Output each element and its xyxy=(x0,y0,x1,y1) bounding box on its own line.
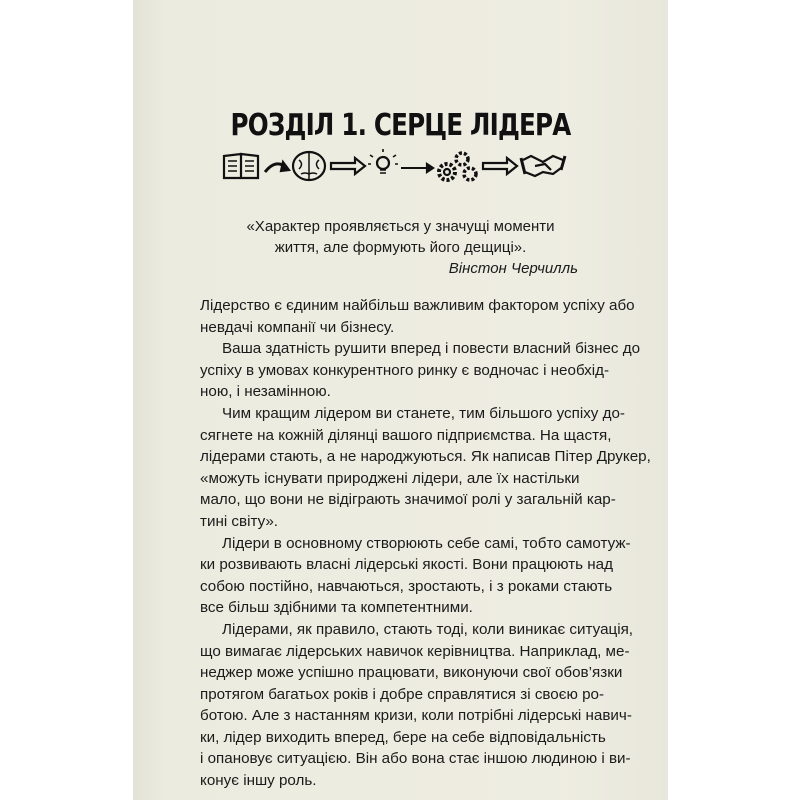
book-icon xyxy=(224,154,258,178)
brain-icon xyxy=(293,152,325,180)
paragraph-line: протягом багатьох років і добре справлятися зі своєю ро- xyxy=(200,685,605,703)
paragraph-line: ботою. Але з настанням кризи, коли потрібні лідерські навич- xyxy=(200,707,632,725)
chapter-title: РОЗДІЛ 1. СЕРЦЕ ЛІДЕРА xyxy=(230,108,571,143)
paragraph-line: лідерами стають, а не народжуються. Як написав Пітер Друкер, xyxy=(200,448,651,466)
paragraph-line: все більш здібними та компетентними. xyxy=(200,599,473,617)
paragraph-line: конує іншу роль. xyxy=(200,772,317,790)
paragraph-line: невдачі компанії чи бізнесу. xyxy=(200,318,395,336)
paragraph-line: ки розвивають власні лідерські якості. Вони працюють над xyxy=(200,556,613,574)
epigraph-quote xyxy=(223,216,578,279)
paragraph-line: Ваша здатність рушити вперед і повести власний бізнес до xyxy=(222,340,641,358)
arrow-icon xyxy=(483,158,517,174)
paragraph-line: і опановує ситуацією. Він або вона стає іншою людиною і ви- xyxy=(200,750,631,768)
chapter-icons-row xyxy=(221,148,581,184)
paragraph-line: сягнете на кожній ділянці вашого підприємства. На щастя, xyxy=(200,426,612,444)
paragraph-line: мало, що вони не відіграють значимої ролі у загальній кар- xyxy=(200,491,616,509)
paragraph-line: ною, і незамінною. xyxy=(200,383,331,401)
quote-line: «Характер проявляється у значущі моменти xyxy=(246,218,555,235)
paragraph-line: Лідери в основному створюють себе самі, тобто самотуж- xyxy=(222,534,631,552)
body-text xyxy=(200,295,651,792)
paragraph-line: «можуть існувати природжені лідери, але їх настільки xyxy=(200,469,580,487)
paragraph-line: тині світу». xyxy=(200,512,279,530)
lightbulb-icon xyxy=(368,149,398,173)
quote-author: Вінстон Черчилль xyxy=(448,260,578,277)
paragraph-line: Чим кращим лідером ви станете, тим більшого успіху до- xyxy=(222,404,625,422)
arrow-icon xyxy=(331,158,365,174)
paragraph-line: успіху в умовах конкурентного ринку є водночас і необхід- xyxy=(200,361,610,379)
paragraph-line: неджер може успішно працювати, виконуючи свої обов’язки xyxy=(200,664,623,682)
gears-icon xyxy=(439,153,476,180)
paragraph-line: Лідерство є єдиним найбільш важливим фактором успіху або xyxy=(200,297,635,314)
curved-arrow-icon xyxy=(265,162,289,172)
line-arrow-icon xyxy=(401,164,433,172)
paragraph-line: що вимагає лідерських навичок керівництва. Наприклад, ме- xyxy=(200,642,630,660)
handshake-icon xyxy=(521,156,565,176)
quote-line: життя, але формують його дещиці». xyxy=(274,239,527,256)
book-page xyxy=(133,0,668,800)
paragraph-line: ки, лідер виходить вперед, бере на себе відповідальність xyxy=(200,728,606,746)
paragraph-line: Лідерами, як правило, стають тоді, коли виникає ситуація, xyxy=(222,620,634,638)
paragraph-line: собою постійно, навчаються, зростають, і з роками стають xyxy=(200,577,613,595)
